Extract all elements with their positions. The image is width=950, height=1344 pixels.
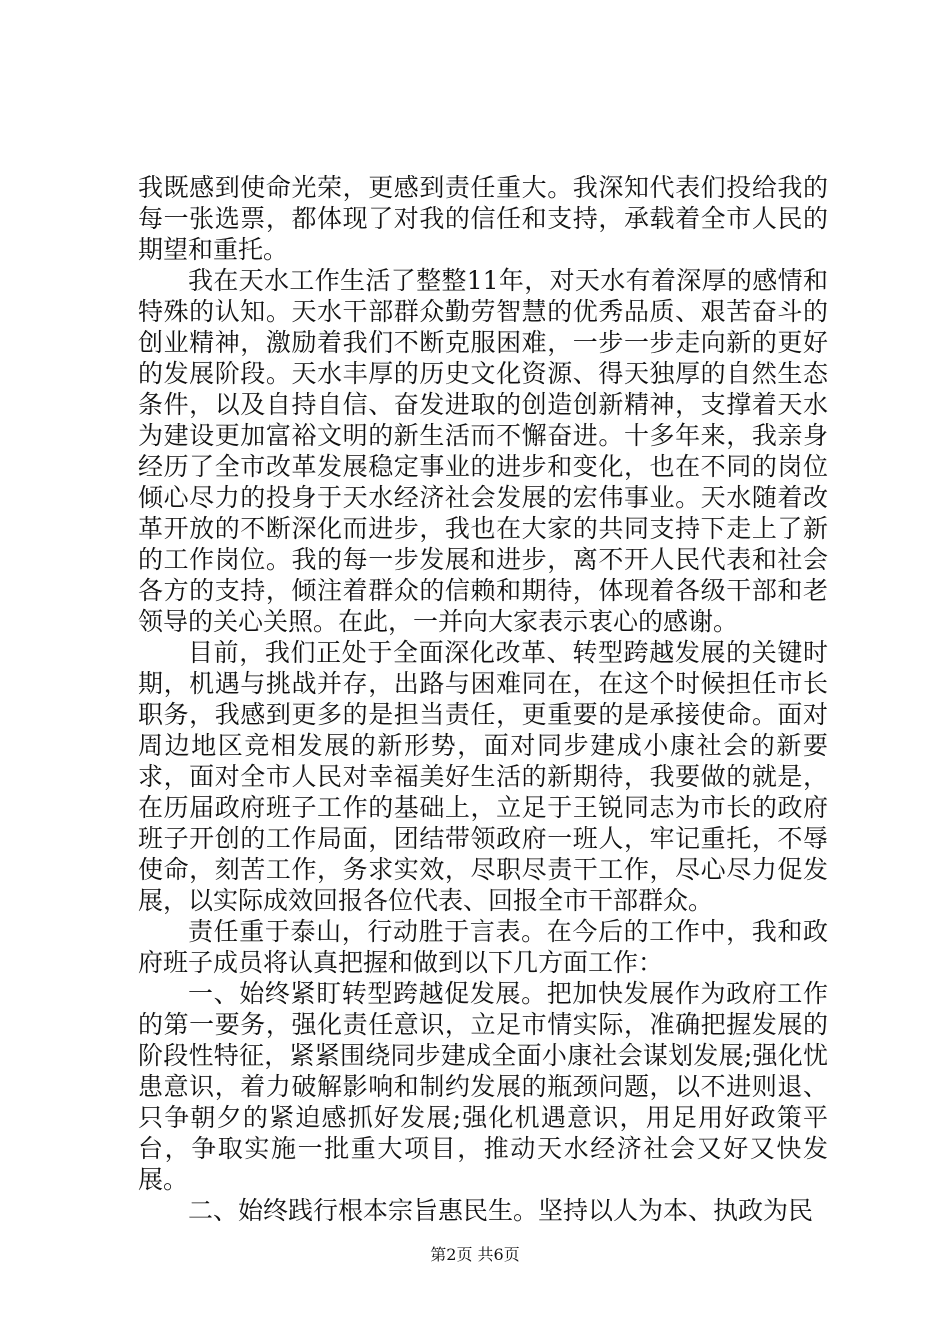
paragraph-6: 二、始终践行根本宗旨惠民生。坚持以人为本、执政为民 [188,1196,814,1225]
page-footer: 第2页 共6页 [430,1245,520,1264]
paragraph-4: 责任重于泰山，行动胜于言表。在今后的工作中，我和政府班子成员将认真把握和做到以下几方面工作： [138,917,828,977]
paragraph-5: 一、始终紧盯转型跨越促发展。把加快发展作为政府工作的第一要务，强化责任意识，立足市情实际，准确把握发展的阶段性特征，紧紧围绕同步建成全面小康社会谋划发展;强化忧患意识，着力破解影响和制约发展的瓶颈问题，以不进则退、只争朝夕的紧迫感抓好发展;强化机遇意识，用足用好政策平台，争取实施一批重大项目，推动天水经济社会又好又快发展。 [138,979,828,1194]
paragraph-2: 我在天水工作生活了整整11年，对天水有着深厚的感情和特殊的认知。天水干部群众勤劳智慧的优秀品质、艰苦奋斗的创业精神，激励着我们不断克服困难，一步一步走向新的更好的发展阶段。天水丰厚的历史文化资源、得天独厚的自然生态条件，以及自持自信、奋发进取的创造创新精神，支撑着天水为建设更加富裕文明的新生活而不懈奋进。十多年来，我亲身经历了全市改革发展稳定事业的进步和变化，也在不同的岗位倾心尽力的投身于天水经济社会发展的宏伟事业。天水随着改革开放的不断深化而进步，我也在大家的共同支持下走上了新的工作岗位。我的每一步发展和进步，离不开人民代表和社会各方的支持，倾注着群众的信赖和期待，体现着各级干部和老领导的关心关照。在此，一并向大家表示衷心的感谢。 [138,266,828,636]
paragraph-1: 我既感到使命光荣，更感到责任重大。我深知代表们投给我的每一张选票，都体现了对我的信任和支持，承载着全市人民的期望和重托。 [138,173,828,264]
document-body [138,172,828,1226]
paragraph-3: 目前，我们正处于全面深化改革、转型跨越发展的关键时期，机遇与挑战并存，出路与困难同在，在这个时候担任市长职务，我感到更多的是担当责任，更重要的是承接使命。面对周边地区竞相发展的新形势，面对同步建成小康社会的新要求，面对全市人民对幸福美好生活的新期待，我要做的就是，在历届政府班子工作的基础上，立足于王锐同志为市长的政府班子开创的工作局面，团结带领政府一班人，牢记重托，不辱使命，刻苦工作，务求实效，尽职尽责干工作，尽心尽力促发展，以实际成效回报各位代表、回报全市干部群众。 [138,638,828,915]
